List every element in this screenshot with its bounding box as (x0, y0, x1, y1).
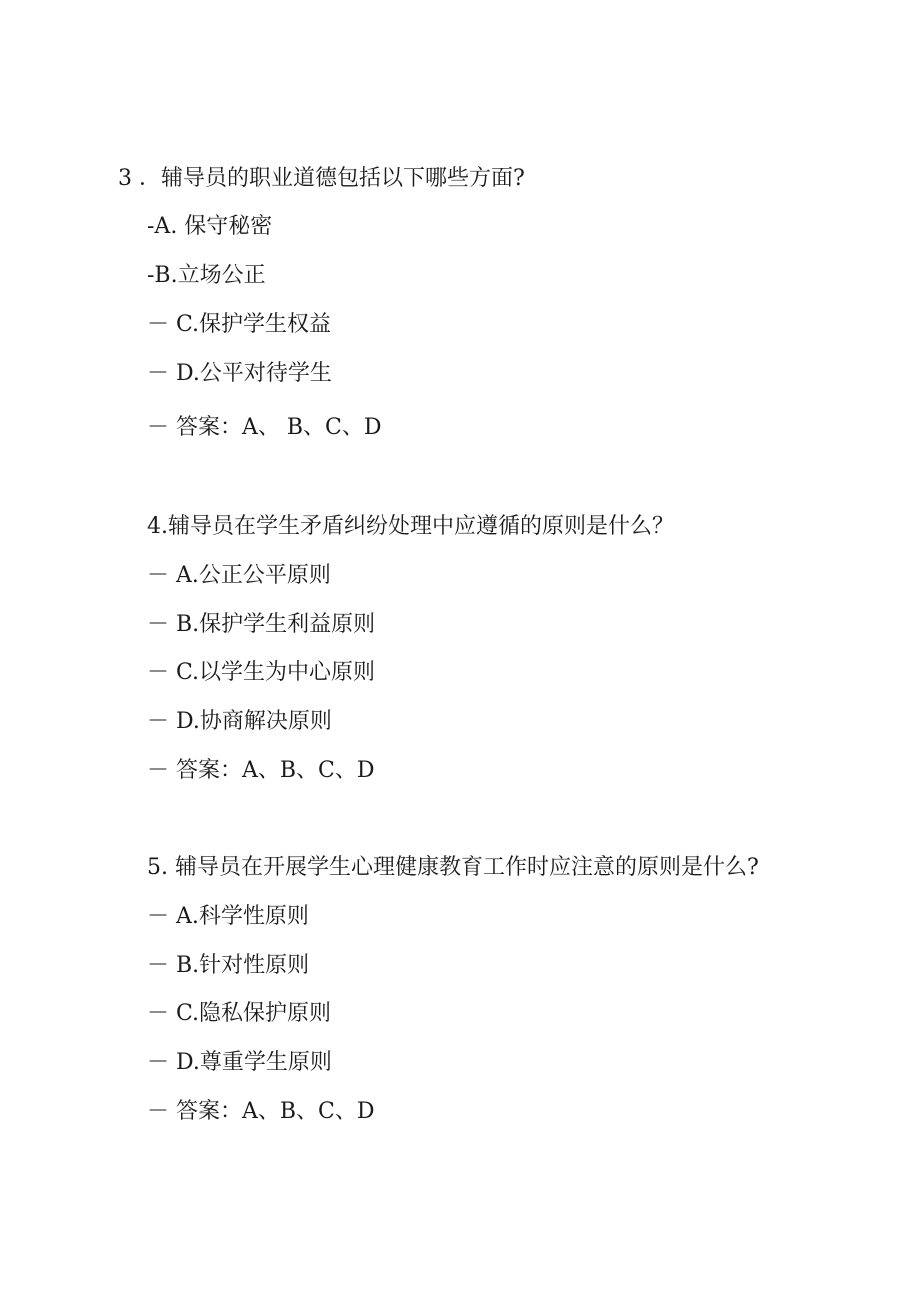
question-5-option-c: － C.隐私保护原则 (147, 1001, 332, 1026)
question-5-title: 5. 辅导员在开展学生心理健康教育工作时应注意的原则是什么? (147, 855, 759, 880)
question-3-title: 3 ．辅导员的职业道德包括以下哪些方面? (118, 166, 525, 191)
question-4-option-a: － A.公正公平原则 (147, 563, 331, 588)
question-3-option-d: － D.公平对待学生 (147, 361, 332, 386)
question-4-option-c: － C.以学生为中心原则 (147, 660, 376, 685)
question-3-answer: － 答案：A、 B、C、D (147, 415, 382, 440)
question-3-option-c: － C.保护学生权益 (147, 312, 332, 337)
question-5-answer: － 答案：A、B、C、D (147, 1099, 375, 1124)
question-4-option-d: － D.协商解决原则 (147, 709, 332, 734)
question-4-option-b: － B.保护学生利益原则 (147, 612, 376, 637)
question-5-option-b: － B.针对性原则 (147, 953, 310, 978)
question-4-title: 4.辅导员在学生矛盾纠纷处理中应遵循的原则是什么？ (147, 514, 674, 539)
question-5-option-a: － A.科学性原则 (147, 904, 309, 929)
question-3-option-b: -B.立场公正 (147, 263, 266, 288)
question-3-option-a: -A. 保守秘密 (147, 214, 273, 239)
question-5-option-d: － D.尊重学生原则 (147, 1050, 332, 1075)
question-4-answer: － 答案：A、B、C、D (147, 758, 375, 783)
